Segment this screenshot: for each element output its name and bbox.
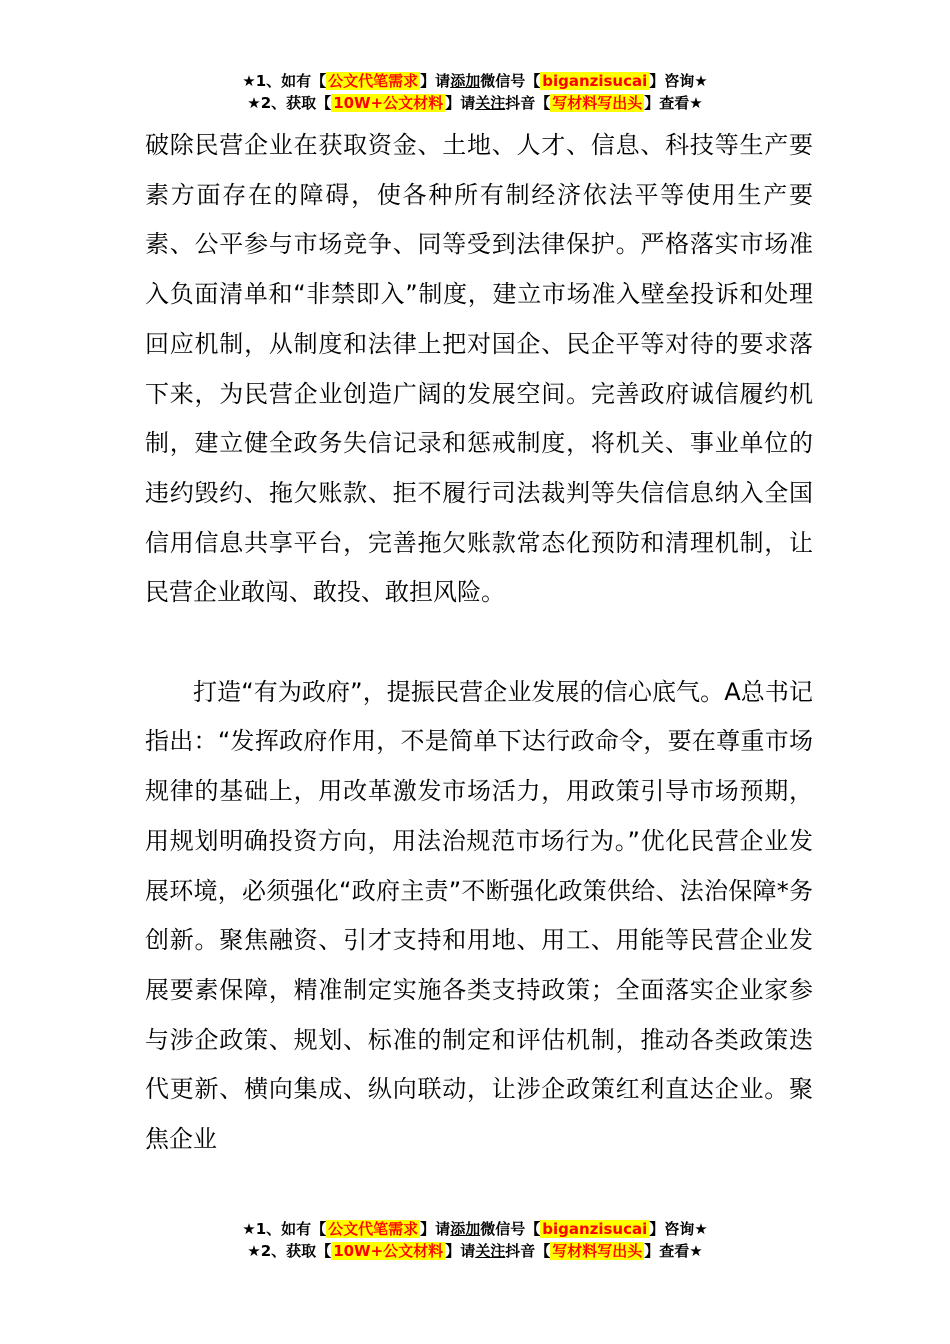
banner-highlight: biganzisucai (542, 72, 648, 90)
banner-highlight: 公文代笔需求 (328, 72, 419, 90)
banner-underlined: 关注 (475, 94, 506, 112)
footer-banner (0, 1218, 950, 1262)
banner-line-1 (0, 70, 950, 92)
banner-text: ★1、如有【 (242, 1220, 327, 1238)
banner-highlight: 公文代笔需求 (328, 1220, 419, 1238)
banner-text: 微信号【 (480, 1220, 541, 1238)
banner-text: 】咨询★ (649, 1220, 708, 1238)
header-banner (0, 70, 950, 114)
banner-text: 】咨询★ (649, 72, 708, 90)
paragraph: 打造“有为政府”，提振民营企业发展的信心底气。A总书记指出：“发挥政府作用，不是简单下达行政命令，要在尊重市场规律的基础上，用改革激发市场活力，用政策引导市场预期，用规划明确投资方向，用法治规范市场行为。”优化民营企业发展环境，必须强化“政府主责”不断强化政策供给、法治保障*务创新。聚焦融资、引才支持和用地、用工、用能等民营企业发展要素保障，精准制定实施各类支持政策；全面落实企业家参与涉企政策、规划、标准的制定和评估机制，推动各类政策迭代更新、横向集成、纵向联动，让涉企政策红利直达企业。聚焦企业 (145, 677, 813, 1154)
banner-highlight: 写材料写出头 (552, 94, 643, 112)
banner-highlight: 写材料写出头 (552, 1242, 643, 1260)
banner-text: 】查看★ (644, 94, 703, 112)
banner-text: 微信号【 (480, 72, 541, 90)
banner-line-1 (0, 1218, 950, 1240)
banner-text: ★1、如有【 (242, 72, 327, 90)
banner-underlined: 添加 (450, 1220, 481, 1238)
banner-text: 】请 (445, 94, 476, 112)
banner-text: 】请 (420, 72, 451, 90)
banner-text: ★2、获取【 (247, 1242, 332, 1260)
banner-text: 抖音【 (505, 1242, 551, 1260)
banner-highlight: biganzisucai (542, 1220, 648, 1238)
banner-text: ★2、获取【 (247, 94, 332, 112)
banner-line-2 (0, 92, 950, 114)
banner-underlined: 添加 (450, 72, 481, 90)
paragraph: 破除民营企业在获取资金、土地、人才、信息、科技等生产要素方面存在的障碍，使各种所有制经济依法平等使用生产要素、公平参与市场竞争、同等受到法律保护。严格落实市场准入负面清单和“非禁即入”制度，建立市场准入壁垒投诉和处理回应机制，从制度和法律上把对国企、民企平等对待的要求落下来，为民营企业创造广阔的发展空间。完善政府诚信履约机制，建立健全政务失信记录和惩戒制度，将机关、事业单位的违约毁约、拖欠账款、拒不履行司法裁判等失信信息纳入全国信用信息共享平台，完善拖欠账款常态化预防和清理机制，让民营企业敢闯、敢投、敢担风险。 (145, 131, 813, 607)
document-body (145, 121, 813, 1165)
banner-text: 】查看★ (644, 1242, 703, 1260)
banner-line-2 (0, 1240, 950, 1262)
banner-highlight: 10W+公文材料 (333, 94, 444, 112)
banner-text: 】请 (420, 1220, 451, 1238)
banner-highlight: 10W+公文材料 (333, 1242, 444, 1260)
banner-text: 】请 (445, 1242, 476, 1260)
banner-underlined: 关注 (475, 1242, 506, 1260)
banner-text: 抖音【 (505, 94, 551, 112)
